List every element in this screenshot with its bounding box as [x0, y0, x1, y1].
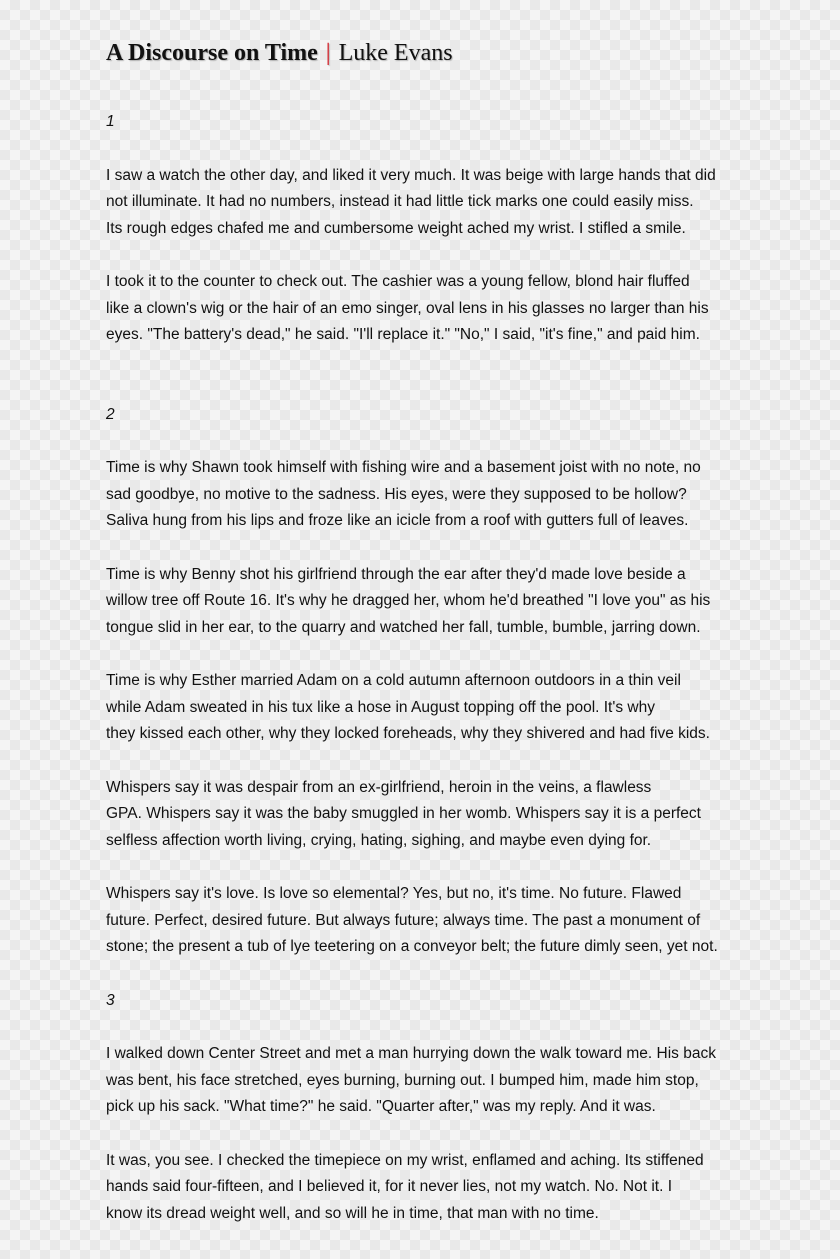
text-line: not illuminate. It had no numbers, instead it had little tick marks one could easily miss.	[106, 193, 694, 210]
paragraph	[106, 269, 746, 349]
text-line: I saw a watch the other day, and liked it very much. It was beige with large hands that did	[106, 166, 716, 184]
paragraph	[106, 163, 746, 243]
document-page	[106, 38, 746, 1227]
text-line: stone; the present a tub of lye teetering on a conveyor belt; the future dimly seen, yet not.	[106, 938, 718, 955]
text-line: sad goodbye, no motive to the sadness. His eyes, were they supposed to be hollow?	[106, 485, 687, 503]
text-line: Time is why Shawn took himself with fishing wire and a basement joist with no note, no	[106, 459, 701, 476]
text-line: Time is why Benny shot his girlfriend through the ear after they'd made love beside a	[106, 565, 686, 583]
paragraph	[106, 775, 746, 855]
text-line: they kissed each other, why they locked foreheads, why they shivered and had five kids.	[106, 725, 710, 742]
text-line: Whispers say it was despair from an ex-girlfriend, heroin in the veins, a flawless	[106, 778, 652, 796]
document-title	[106, 38, 746, 68]
section-2	[106, 402, 746, 961]
text-line: tongue slid in her ear, to the quarry and watched her fall, tumble, bumble, jarring down.	[106, 618, 701, 636]
text-line: eyes. "The battery's dead," he said. "I'll replace it." "No," I said, "it's fine," and paid him.	[106, 326, 700, 343]
text-line: GPA. Whispers say it was the baby smuggled in her womb. Whispers say it is a perfect	[106, 805, 701, 822]
paragraph	[106, 1041, 746, 1121]
paragraph	[106, 562, 746, 642]
section-number: 2	[106, 405, 115, 423]
text-line: like a clown's wig or the hair of an emo singer, oval lens in his glasses no larger than his	[106, 299, 709, 317]
section-number: 3	[106, 991, 115, 1009]
text-line: pick up his sack. "What time?" he said. "Quarter after," was my reply. And it was.	[106, 1098, 656, 1115]
text-line: willow tree off Route 16. It's why he dragged her, whom he'd breathed "I love you" as his	[106, 592, 711, 609]
section-1	[106, 109, 746, 349]
text-line: Time is why Esther married Adam on a cold autumn afternoon outdoors in a thin veil	[106, 672, 681, 689]
text-line: It was, you see. I checked the timepiece on my wrist, enflamed and aching. Its stiffened	[106, 1151, 704, 1169]
text-line: selfless affection worth living, crying, hating, sighing, and maybe even dying for.	[106, 831, 652, 849]
paragraph	[106, 455, 746, 535]
paragraph	[106, 1148, 746, 1228]
title-separator: |	[325, 40, 331, 66]
section-number: 1	[106, 113, 115, 130]
text-line: Whispers say it's love. Is love so elemental? Yes, but no, it's time. No future. Flawed	[106, 885, 682, 902]
text-line: Its rough edges chafed me and cumbersome weight ached my wrist. I stifled a smile.	[106, 219, 686, 237]
text-line: Saliva hung from his lips and froze like an icicle from a roof with gutters full of leaves.	[106, 512, 689, 529]
text-line: while Adam sweated in his tux like a hose in August topping off the pool. It's why	[106, 698, 655, 716]
text-line: I walked down Center Street and met a man hurrying down the walk toward me. His back	[106, 1045, 716, 1062]
section-3	[106, 988, 746, 1228]
paragraph	[106, 881, 746, 961]
paragraph	[106, 668, 746, 748]
text-line: I took it to the counter to check out. The cashier was a young fellow, blond hair fluffed	[106, 273, 690, 290]
text-line: hands said four-fifteen, and I believed it, for it never lies, not my watch. No. Not it. I	[106, 1178, 673, 1195]
text-line: was bent, his face stretched, eyes burning, burning out. I bumped him, made him stop,	[106, 1071, 699, 1089]
title-text: A Discourse on Time	[106, 40, 318, 66]
text-line: know its dread weight well, and so will he in time, that man with no time.	[106, 1204, 599, 1222]
text-line: future. Perfect, desired future. But always future; always time. The past a monument of	[106, 911, 701, 929]
author-name: Luke Evans	[338, 40, 453, 66]
